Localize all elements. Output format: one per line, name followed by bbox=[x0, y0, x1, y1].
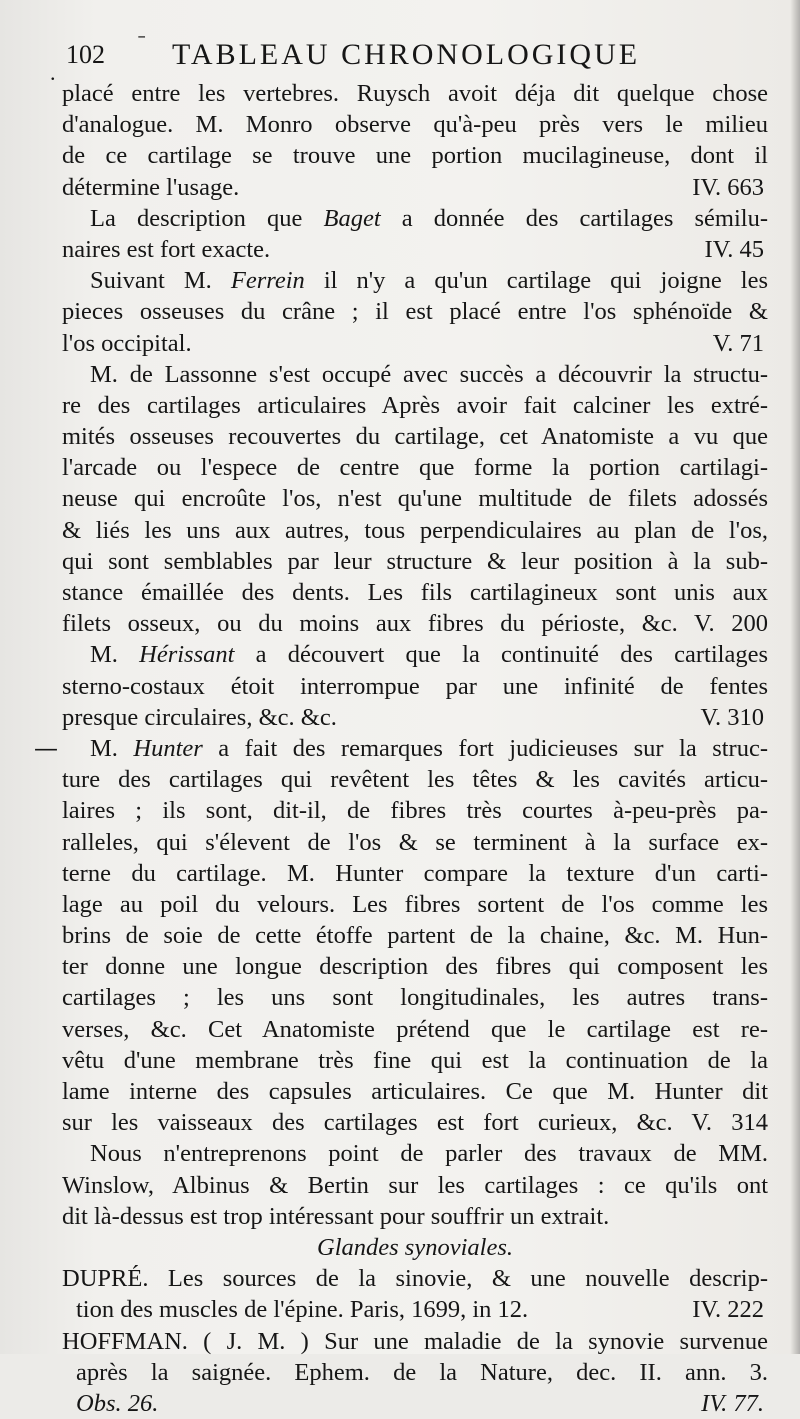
text-line bbox=[62, 78, 768, 109]
text-line bbox=[62, 889, 768, 920]
line-text: re des cartilages articulaires Après avoir fait calciner les extré- bbox=[62, 391, 768, 419]
text-line bbox=[62, 1170, 768, 1201]
page-header bbox=[50, 30, 782, 85]
line-text: M. Hunter a fait des remarques fort judicieuses sur la struc- bbox=[90, 734, 768, 762]
text-line bbox=[62, 671, 768, 702]
page-edge-shadow bbox=[790, 0, 800, 1354]
line-text: naires est fort exacte. bbox=[62, 235, 271, 263]
line-text: Winslow, Albinus & Bertin sur les cartilages : ce qu'ils ont bbox=[62, 1171, 768, 1199]
text-line bbox=[62, 265, 768, 296]
text-line bbox=[62, 608, 768, 639]
line-text: presque circulaires, &c. &c. bbox=[62, 703, 337, 731]
text-line bbox=[62, 234, 768, 265]
text-line bbox=[62, 140, 768, 171]
line-text: après la saignée. Ephem. de la Nature, dec. II. ann. 3. bbox=[76, 1358, 768, 1386]
text-line bbox=[62, 733, 768, 764]
line-text: HOFFMAN. ( J. M. ) Sur une maladie de la synovie survenue bbox=[62, 1327, 768, 1355]
page-number: 102 bbox=[66, 40, 105, 69]
line-text: Obs. 26. bbox=[76, 1389, 159, 1417]
line-text: sterno-costaux étoit interrompue par une infinité de fentes bbox=[62, 672, 768, 700]
line-text: sur les vaisseaux des cartilages est fort curieux, &c. V. 314 bbox=[62, 1109, 768, 1137]
line-text: stance émaillée des dents. Les fils cartilagineux sont unis aux bbox=[62, 579, 768, 606]
margin-dash: — bbox=[34, 734, 58, 762]
running-title: TABLEAU CHRONOLOGIQUE bbox=[172, 38, 641, 71]
volume-page-ref: IV. 222 bbox=[692, 1296, 764, 1324]
text-line bbox=[62, 203, 768, 234]
line-text: vêtu d'une membrane très fine qui est la continuation de la bbox=[62, 1046, 768, 1074]
text-line bbox=[62, 1014, 768, 1045]
text-line bbox=[62, 577, 768, 608]
line-text: pieces osseuses du crâne ; il est placé entre l'os sphénoïde & bbox=[62, 298, 768, 326]
line-text: d'analogue. M. Monro observe qu'à-peu près vers le milieu bbox=[62, 111, 768, 139]
volume-page-ref: IV. 663 bbox=[692, 173, 764, 201]
line-text: ture des cartilages qui revêtent les têtes & les cavités articu- bbox=[62, 766, 768, 794]
text-line bbox=[62, 1326, 768, 1357]
line-text: & liés les uns aux autres, tous perpendiculaires au plan de l'os, bbox=[62, 516, 768, 544]
text-line bbox=[62, 1263, 768, 1294]
text-line bbox=[62, 795, 768, 826]
italic-name: Ferrein bbox=[230, 267, 305, 295]
italic-name: Hérissant bbox=[139, 641, 235, 669]
text-line bbox=[62, 1201, 768, 1232]
volume-page-ref: IV. 45 bbox=[704, 235, 764, 263]
text-line bbox=[62, 515, 768, 546]
text-line bbox=[62, 1045, 768, 1076]
italic-name: Hunter bbox=[133, 734, 203, 762]
text-line bbox=[62, 452, 768, 483]
line-text: laires ; ils sont, dit-il, de fibres très courtes à-peu-près pa- bbox=[62, 797, 768, 825]
text-line bbox=[62, 172, 768, 203]
line-text: lame interne des capsules articulaires. Ce que M. Hunter dit bbox=[62, 1078, 768, 1105]
line-text: mités osseuses recouvertes du cartilage, cet Anatomiste a vu que bbox=[62, 423, 768, 451]
line-text: Glandes synoviales. bbox=[317, 1233, 513, 1261]
line-text: ter donne une longue description des fibres qui composent les bbox=[62, 953, 768, 981]
text-line bbox=[62, 421, 768, 452]
line-text: Nous n'entreprenons point de parler des travaux de MM. bbox=[90, 1140, 768, 1168]
text-line bbox=[62, 858, 768, 889]
text-line bbox=[62, 483, 768, 514]
line-text: Suivant M. Ferrein il n'y a qu'un cartilage qui joigne les bbox=[90, 267, 769, 295]
line-text: de ce cartilage se trouve une portion mucilagineuse, dont il bbox=[62, 142, 768, 170]
text-line bbox=[62, 1388, 768, 1419]
line-text: La description que Baget a donnée des cartilages sémilu- bbox=[90, 204, 768, 232]
body-text bbox=[62, 78, 768, 1419]
line-text: l'arcade ou l'espece de centre que forme la portion cartilagi- bbox=[62, 454, 768, 482]
text-line bbox=[62, 328, 768, 359]
text-line bbox=[62, 1107, 768, 1138]
line-text: ralleles, qui s'élevent de l'os & se terminent à la surface ex- bbox=[62, 828, 768, 856]
text-line bbox=[62, 1294, 768, 1325]
margin-dot: . bbox=[50, 60, 56, 85]
text-line bbox=[62, 702, 768, 733]
line-text: placé entre les vertebres. Ruysch avoit déja dit quelque chose bbox=[62, 80, 768, 107]
line-text: cartilages ; les uns sont longitudinales, les autres trans- bbox=[62, 984, 768, 1012]
text-line bbox=[62, 639, 768, 670]
text-line bbox=[62, 827, 768, 858]
line-text: DUPRÉ. Les sources de la sinovie, & une nouvelle descrip- bbox=[62, 1265, 768, 1293]
volume-page-ref: IV. 77. bbox=[701, 1389, 764, 1417]
line-text: terne du cartilage. M. Hunter compare la texture d'un carti- bbox=[62, 859, 768, 887]
text-line bbox=[62, 951, 768, 982]
text-line bbox=[62, 1357, 768, 1388]
line-text: M. Hérissant a découvert que la continuité des cartilages bbox=[90, 641, 768, 669]
text-line bbox=[62, 359, 768, 390]
text-line bbox=[62, 982, 768, 1013]
line-text: neuse qui encroûte l'os, n'est qu'une multitude de filets adossés bbox=[62, 485, 768, 513]
line-text: qui sont semblables par leur structure & leur position à la sub- bbox=[62, 547, 768, 575]
line-text: filets osseux, ou du moins aux fibres du périoste, &c. V. 200 bbox=[62, 610, 768, 638]
line-text: tion des muscles de l'épine. Paris, 1699, in 12. bbox=[76, 1296, 529, 1324]
line-text: brins de soie de cette étoffe partent de la chaine, &c. M. Hun- bbox=[62, 922, 768, 950]
text-line bbox=[62, 296, 768, 327]
line-text: M. de Lassonne s'est occupé avec succès a découvrir la structu- bbox=[90, 360, 768, 388]
line-text: lage au poil du velours. Les fibres sortent de l'os comme les bbox=[62, 890, 768, 918]
text-line bbox=[62, 546, 768, 577]
text-line bbox=[62, 109, 768, 140]
text-line bbox=[62, 764, 768, 795]
tick-mark: ˉ bbox=[138, 30, 146, 55]
italic-name: Baget bbox=[323, 204, 381, 232]
volume-page-ref: V. 310 bbox=[700, 703, 764, 731]
text-line bbox=[62, 1232, 768, 1263]
text-line bbox=[62, 1076, 768, 1107]
text-line bbox=[62, 390, 768, 421]
line-text: verses, &c. Cet Anatomiste prétend que le cartilage est re- bbox=[62, 1015, 768, 1043]
text-line bbox=[62, 1138, 768, 1169]
line-text: l'os occipital. bbox=[62, 329, 192, 357]
line-text: dit là-dessus est trop intéressant pour souffrir un extrait. bbox=[62, 1202, 610, 1230]
text-line bbox=[62, 920, 768, 951]
line-text: détermine l'usage. bbox=[62, 173, 240, 201]
volume-page-ref: V. 71 bbox=[712, 329, 764, 357]
